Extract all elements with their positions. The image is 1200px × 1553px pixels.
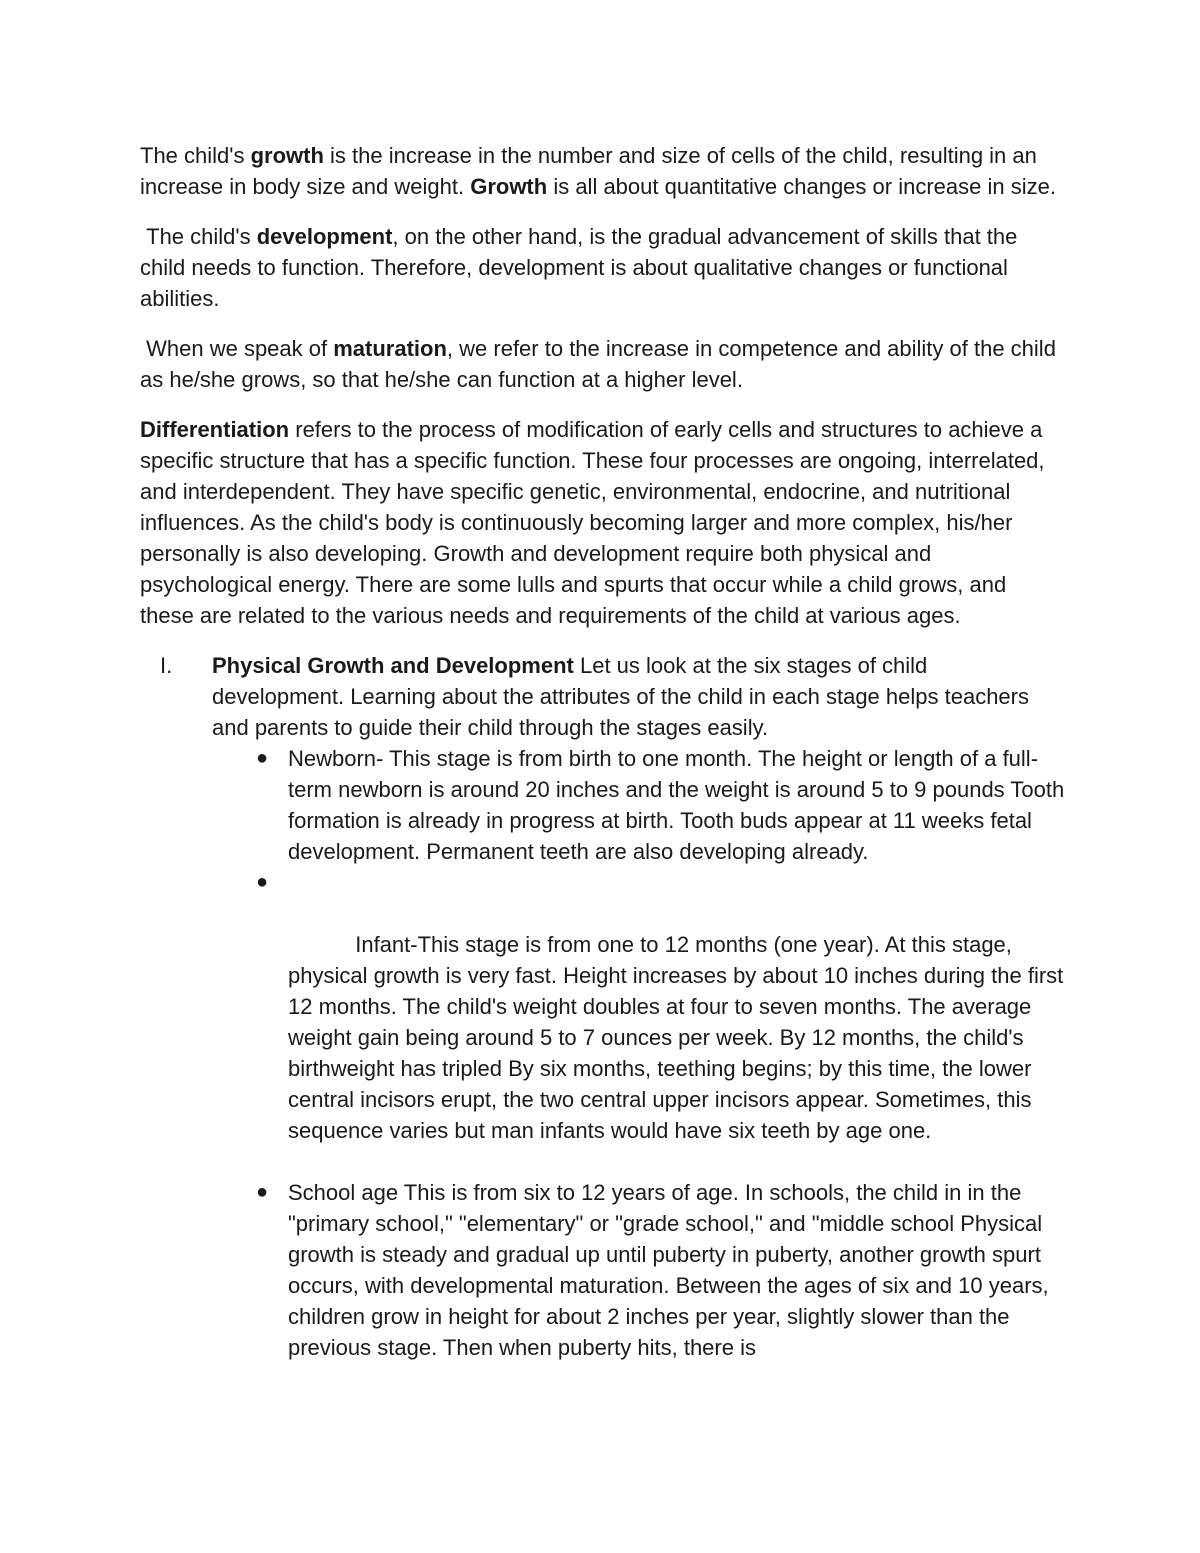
bullet-icon: ● xyxy=(256,747,269,769)
section-list xyxy=(140,650,1070,1363)
text-run: , on the other hand, is the gradual advancement of skills that the child needs to function. Therefore, development is about qualitative changes or functional abilities. xyxy=(140,224,1024,311)
section-heading: Physical Growth and Development xyxy=(212,653,574,678)
stage-bullet-list xyxy=(212,743,1070,1363)
bullet-icon: ● xyxy=(256,871,269,893)
bullet-icon: ● xyxy=(256,1181,269,1203)
section-marker: I. xyxy=(160,653,173,678)
text-run: The child's xyxy=(140,224,257,249)
list-item xyxy=(212,743,1065,867)
text-run: refers to the process of modification of early cells and structures to achieve a specific structure that has a specific function. These four processes are ongoing, interrelated, and interdependent. They have specific genetic, environmental, endocrine, and nutritional influences. As the child's body is continuously becoming larger and more complex, his/her personally is also developing. Growth and development require both physical and psychological energy. There are some lulls and spurts that occur while a child grows, and these are related to the various needs and requirements of the child at various ages. xyxy=(140,417,1045,628)
text-run: When we speak of xyxy=(140,336,334,361)
text-run: , we refer to the increase in competence and ability of the child as he/she grows, so that he/she can function at a higher level. xyxy=(140,336,1063,392)
section-physical-growth xyxy=(140,650,1070,1363)
list-item xyxy=(212,867,1070,1177)
term-growth-2: Growth xyxy=(470,174,548,199)
section-intro xyxy=(212,650,1065,743)
text-run: is all about quantitative changes or increase in size. xyxy=(547,174,1056,199)
paragraph-development xyxy=(140,221,1065,314)
bullet-text: Infant-This stage is from one to 12 months (one year). At this stage, physical growth is very fast. Height increases by about 10 inches during the first 12 months. The child's weight doubles at four to seven months. The average weight gain being around 5 to 7 ounces per week. By 12 months, the child's birthweight has tripled By six months, teething begins; by this time, the lower central incisors erupt, the two central upper incisors appear. Sometimes, this sequence varies but man infants would have six teeth by age one. xyxy=(288,932,1070,1143)
list-item xyxy=(212,1177,1065,1363)
term-maturation: maturation xyxy=(333,336,447,361)
paragraph-growth xyxy=(140,140,1065,202)
bullet-text: Newborn- This stage is from birth to one month. The height or length of a full-term newborn is around 20 inches and the weight is around 5 to 9 pounds Tooth formation is already in progress at birth. Tooth buds appear at 11 weeks fetal development. Permanent teeth are also developing already. xyxy=(288,746,1065,864)
paragraph-differentiation xyxy=(140,414,1065,631)
bullet-text: School age This is from six to 12 years of age. In schools, the child in in the "primary school," "elementary" or "grade school," and "middle school Physical growth is steady and gradual up until puberty in puberty, another growth spurt occurs, with developmental maturation. Between the ages of six and 10 years, children grow in height for about 2 inches per year, slightly slower than the previous stage. Then when puberty hits, there is xyxy=(288,1180,1049,1360)
text-run: The child's xyxy=(140,143,251,168)
text-run: Let us look at the six stages of child development. Learning about the attributes of the child in each stage helps teachers and parents to guide their child through the stages easily. xyxy=(212,653,1029,740)
term-growth: growth xyxy=(250,143,324,168)
document-page xyxy=(140,140,1070,1363)
term-development: development xyxy=(256,224,393,249)
term-differentiation: Differentiation xyxy=(140,417,290,442)
paragraph-maturation xyxy=(140,333,1065,395)
text-run: is the increase in the number and size of cells of the child, resulting in an increase in body size and weight. xyxy=(140,143,1037,199)
